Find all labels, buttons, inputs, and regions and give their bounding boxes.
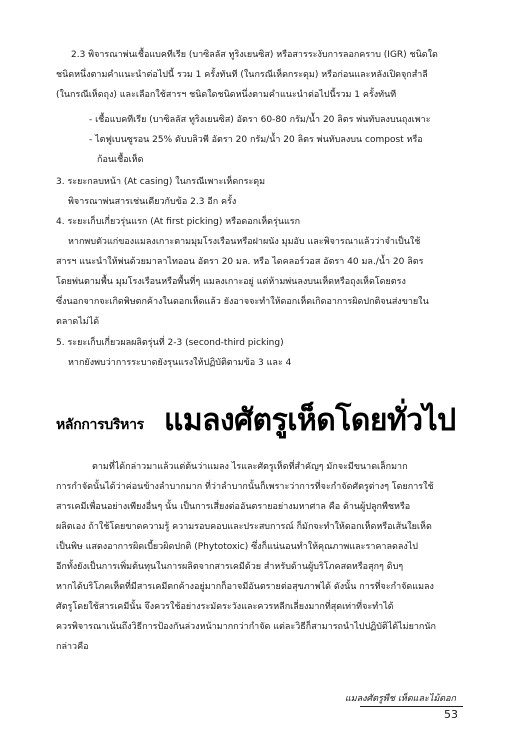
body-line-6: อีกทั้งยังเป็นการเพิ่มต้นทุนในการผลิตจากสารเคมีด้วย สำหรับด้านผู้บริโภคสดหรือสุกๆ ดิบๆ (56, 562, 404, 572)
body-line-9: ควรพิจารณาเน้นถึงวิธีการป้องกันล่วงหน้ามากกว่ากำจัด แต่ละวิธีก็สามารถนำไปปฏิบัติได้ไม่ยากนัก (56, 622, 436, 632)
item-4-line-5: ตลาดไม่ได้ (56, 317, 100, 327)
footer-divider (360, 706, 463, 707)
item-4-line-3: โดยพ่นตามพื้น มุมโรงเรือนหรือพื้นที่ๆ แมลงเกาะอยู่ แต่ห้ามพ่นลงบนเห็ดหรือถุงเห็ดโดยตรง (56, 277, 406, 287)
body-line-1: ตามที่ได้กล่าวมาแล้วแต่ต้นว่าแมลง ไรและศัตรูเห็ดที่สำคัญๆ มักจะมีขนาดเล็กมาก (92, 462, 408, 472)
body-line-3: สารเคมีเพื่อนอย่างเพียงอื่นๆ นั้น เป็นการเสี่ยงต่ออันตรายอย่างมหาศาล คือ ด้านผู้ปลูกพืชหรือ (56, 502, 411, 512)
item-4-heading: 4. ระยะเก็บเกี่ยวรุ่นแรก (At first picking) หรือดอกเห็ดรุ่นแรก (56, 217, 301, 227)
page-number: 53 (444, 708, 458, 721)
body-line-7: หากได้บริโภคเห็ดที่มีสารเคมีตกค้างอยู่มากก็อาจมีอันตรายต่อสุขภาพได้ ดังนั้น การที่จะกำจัดแมลง (56, 582, 434, 592)
bullet-bacteria: - เชื้อแบคทีเรีย (บาซิลลัส ทูริงเยนซิส) อัตรา 60-80 กรัม/น้ำ 20 ลิตร พ่นทับลงบนถุงเพาะ (89, 115, 431, 125)
para-2-3-line-3: (ในกรณีเห็ดถุง) และเลือกใช้สารฯ ชนิดใดชนิดหนึ่งตามคำแนะนำต่อไปนี้รวม 1 ครั้งทันที (56, 90, 397, 100)
item-5-text: หากยังพบว่าการระบาดยังรุนแรงให้ปฏิบัติตามข้อ 3 และ 4 (68, 358, 292, 368)
item-3-text: พิจารณาพ่นสารเช่นเดียวกับข้อ 2.3 อีก ครั้ง (68, 197, 237, 207)
item-4-line-2: สารฯ แนะนำให้พ่นด้วยมาลาไทออน อัตรา 20 มล. หรือ ไดคลอร์วอส อัตรา 40 มล./น้ำ 20 ลิตร (56, 257, 424, 267)
running-footer-title: แมลงศัตรูพืช เห็ดและไม้ดอก (344, 694, 456, 704)
item-3-heading: 3. ระยะกลบหน้า (At casing) ในกรณีเพาะเห็ดกระดุม (56, 177, 266, 187)
item-4-line-1: หากพบตัวแก่ของแมลงเกาะตามมุมโรงเรือนหรือฝาผนัง มุมอับ และพิจารณาแล้วว่าจำเป็นใช้ (68, 237, 421, 247)
bullet-diflubenzuron: - ไตฟูเบนซูรอน 25% ดับบลิวพี อัตรา 20 กรัม/น้ำ 20 ลิตร พ่นทับลงบน compost หรือ (89, 135, 423, 145)
item-5-heading: 5. ระยะเก็บเกี่ยวผลผลิตรุ่นที่ 2-3 (second-third picking) (56, 338, 284, 348)
heading-prefix: หลักการบริหาร (56, 417, 144, 433)
bullet-diflubenzuron-cont: ก้อนเชื้อเห็ด (97, 155, 144, 165)
item-4-line-4: ซึ่งนอกจากจะเกิดพิษตกค้างในดอกเห็ดแล้ว ยังอาจจะทำให้ดอกเห็ดเกิดอาการผิดปกติจนส่งขายใน (56, 297, 429, 307)
para-2-3-line-1: 2.3 พิจารณาพ่นเชื้อแบคทีเรีย (บาซิลลัส ทูริงเยนซิส) หรือสารระงับการลอกคราบ (IGR) ชนิดใด (71, 50, 438, 60)
heading-title: แมลงศัตรูเห็ดโดยทั่วไป (164, 403, 456, 438)
body-line-10: กล่าวคือ (56, 642, 89, 652)
body-line-4: ผลิตเอง ถ้าใช้โดยขาดความรู้ ความรอบคอบและประสบการณ์ ก็มักจะทำให้ดอกเห็ดหรือเส้นใยเห็ด (56, 522, 432, 532)
body-line-8: ศัตรูโดยใช้สารเคมีนั้น จึงควรใช้อย่างระมัดระวังและควรหลีกเลี่ยงมากที่สุดเท่าที่จะทำได้ (56, 602, 394, 612)
body-line-2: การกำจัดนั้นได้ว่าค่อนข้างลำบากมาก ที่ว่าลำบากนั้นก็เพราะว่าการที่จะกำจัดศัตรูต่างๆ โดยการใช้ (56, 482, 434, 492)
para-2-3-line-2: ชนิดหนึ่งตามคำแนะนำต่อไปนี้ รวม 1 ครั้งทันที (ในกรณีเห็ดกระดุม) หรือก่อนและหลังเปิดจุกสำลี (56, 70, 428, 80)
body-line-5: เป็นพิษ แสดงอาการผิดเบี้ยวผิดปกติ (Phytotoxic) ซึ่งก็แน่นอนทำให้คุณภาพและราคาลดลงไป (56, 542, 418, 552)
section-heading (56, 395, 476, 451)
